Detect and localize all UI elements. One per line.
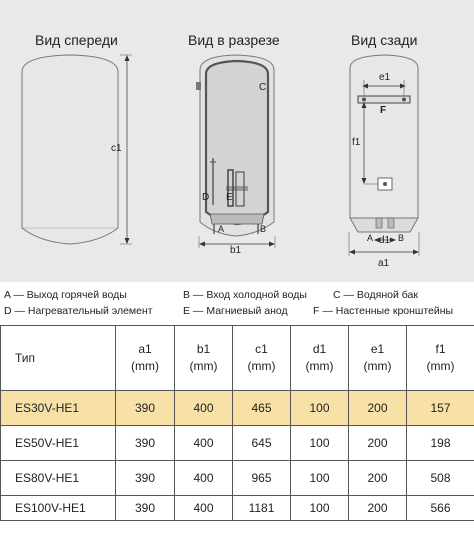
dim-e1-label: e1 xyxy=(379,72,391,83)
dim-a1-label: a1 xyxy=(378,258,390,269)
marker-e: E xyxy=(226,192,233,203)
marker-f: F xyxy=(380,105,387,116)
cell-e1: 200 xyxy=(349,426,407,461)
cell-b1: 400 xyxy=(175,496,233,521)
dim-f1-label: f1 xyxy=(352,137,361,148)
marker-a-back: A xyxy=(367,233,374,243)
cell-a1: 390 xyxy=(116,391,175,426)
cell-d1: 100 xyxy=(291,391,349,426)
table-row xyxy=(1,461,474,496)
cell-f1: 566 xyxy=(407,496,474,521)
cell-d1: 100 xyxy=(291,461,349,496)
cell-c1: 465 xyxy=(233,391,291,426)
section-view-drawing xyxy=(196,55,275,256)
cell-f1: 157 xyxy=(407,391,474,426)
cell-b1: 400 xyxy=(175,461,233,496)
legend-item-f: F — Настенные кронштейны xyxy=(313,305,454,317)
cell-b1: 400 xyxy=(175,426,233,461)
cell-c1: 645 xyxy=(233,426,291,461)
dim-c1-label: c1 xyxy=(111,143,122,154)
cell-d1: 100 xyxy=(291,426,349,461)
back-view-title: Вид сзади xyxy=(351,32,418,48)
cell-c1: 1181 xyxy=(233,496,291,521)
legend-item-e: E — Магниевый анод xyxy=(183,305,288,317)
cell-type: ES100V-HE1 xyxy=(1,496,116,521)
cell-e1: 200 xyxy=(349,391,407,426)
cell-c1: 965 xyxy=(233,461,291,496)
legend-item-c: C — Водяной бак xyxy=(333,289,418,301)
front-view-title: Вид спереди xyxy=(35,32,118,48)
col-header-f1: f1 (mm) xyxy=(407,326,474,391)
marker-d: D xyxy=(202,192,210,203)
cell-b1: 400 xyxy=(175,391,233,426)
col-header-d1: d1 (mm) xyxy=(291,326,349,391)
col-header-e1: e1 (mm) xyxy=(349,326,407,391)
cell-e1: 200 xyxy=(349,461,407,496)
col-header-c1: c1 (mm) xyxy=(233,326,291,391)
cell-e1: 200 xyxy=(349,496,407,521)
cell-f1: 508 xyxy=(407,461,474,496)
marker-c: C xyxy=(259,82,267,93)
col-header-b1: b1 (mm) xyxy=(175,326,233,391)
cell-type: ES50V-HE1 xyxy=(1,426,116,461)
legend-item-a: A — Выход горячей воды xyxy=(4,289,127,301)
table-row xyxy=(1,426,474,461)
marker-b-back: B xyxy=(398,233,405,243)
col-header-type: Тип xyxy=(1,326,116,391)
col-header-a1: a1 (mm) xyxy=(116,326,175,391)
section-view-title: Вид в разрезе xyxy=(188,32,280,48)
marker-a: A xyxy=(218,224,225,234)
dim-b1-label: b1 xyxy=(230,245,242,256)
back-view-drawing xyxy=(349,55,419,269)
cell-a1: 390 xyxy=(116,461,175,496)
spec-table xyxy=(0,325,474,521)
cell-f1: 198 xyxy=(407,426,474,461)
table-header-row xyxy=(1,326,474,391)
cell-type: ES30V-HE1 xyxy=(1,391,116,426)
legend-item-b: B — Вход холодной воды xyxy=(183,289,307,301)
front-view-drawing xyxy=(22,55,132,244)
cell-a1: 390 xyxy=(116,426,175,461)
legend-item-d: D — Нагревательный элемент xyxy=(4,305,153,317)
cell-d1: 100 xyxy=(291,496,349,521)
cell-a1: 390 xyxy=(116,496,175,521)
cell-type: ES80V-HE1 xyxy=(1,461,116,496)
legend xyxy=(0,282,474,318)
marker-b: B xyxy=(260,224,267,234)
dim-d1-label: d1 xyxy=(379,235,391,246)
table-row xyxy=(1,391,474,426)
table-row xyxy=(1,496,474,521)
